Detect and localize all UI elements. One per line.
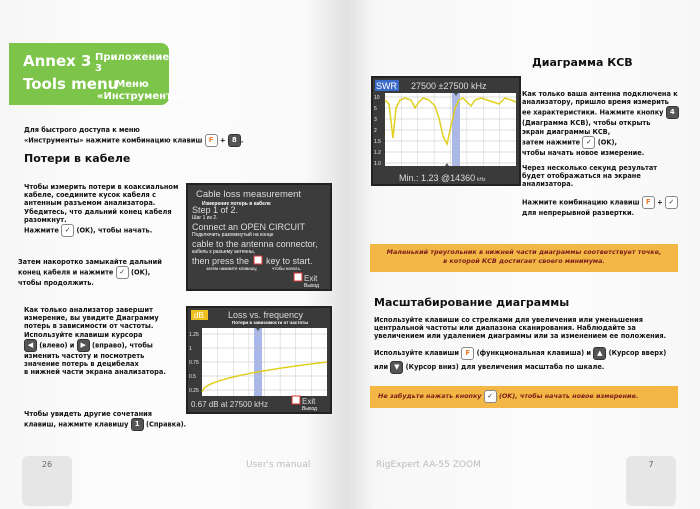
- y-tick-label: 10: [374, 95, 380, 101]
- swr-label: SWR: [376, 81, 397, 91]
- exit-key-icon: [292, 396, 300, 404]
- svg-text:Exit: Exit: [304, 274, 318, 283]
- exit-key-icon: [294, 273, 302, 281]
- svg-text:key to start.: key to start.: [266, 256, 313, 266]
- ok-key-icon: ✓: [484, 390, 497, 403]
- section-title-cable-loss: Потери в кабеле: [24, 152, 131, 165]
- svg-text:чтобы начать.: чтобы начать.: [272, 266, 302, 271]
- ok-reminder-note: Не забудьте нажать кнопку ✓ (OK), чтобы начать новое измерение.: [370, 386, 678, 408]
- ok-key-icon: ✓: [61, 224, 74, 237]
- annex-header: [9, 43, 188, 105]
- zoom-section-title: Масштабирование диаграммы: [374, 296, 570, 309]
- cursor-left-icon: ◀: [24, 339, 37, 352]
- footer-left: User's manual: [246, 460, 311, 470]
- swr-min-readout: Min.: 1.23 @14360: [399, 173, 476, 183]
- key-1-icon: 1: [131, 418, 144, 431]
- y-tick-label: 1.0: [374, 161, 381, 167]
- svg-text:Connect an OPEN CIRCUIT: Connect an OPEN CIRCUIT: [192, 222, 306, 232]
- svg-text:Exit: Exit: [302, 397, 316, 406]
- swr-note: Маленький треугольник в нижней части диаграммы соответствует точке, в которой КСВ достигает своего минимума.: [370, 244, 678, 272]
- y-tick-label: 0.25: [189, 388, 199, 394]
- menu-title: Tools menu: [23, 75, 119, 93]
- cursor-up-icon: ▲: [593, 347, 606, 360]
- ok-key-icon: ✓: [582, 136, 595, 149]
- cable-loss-paragraph-2: Затем накоротко замыкайте дальний конец кабеля и нажмите ✓ (OK), чтобы продолжить.: [18, 258, 162, 288]
- ok-key-icon: ✓: [665, 196, 678, 209]
- page-number-right: 7: [648, 460, 654, 469]
- svg-text:Выход: Выход: [302, 406, 317, 412]
- key-4-icon: 4: [666, 106, 679, 119]
- menu-title-ru: Меню «Инструменты»: [97, 79, 188, 102]
- swr-section-title: Диаграмма КСВ: [532, 56, 633, 69]
- swr-range: 27500 ±27500 kHz: [411, 81, 487, 91]
- svg-text:Step 1 of 2.: Step 1 of 2.: [192, 205, 239, 215]
- svg-text:cable to the antenna connector: cable to the antenna connector,: [192, 239, 318, 249]
- zoom-paragraph-1: Используйте клавиши со стрелками для увеличения или уменьшения центральной частоты или диапазона сканирования. Наблюдайте за увеличением или удалением диаграммы или за изменением ее положения.: [374, 316, 667, 341]
- annex-title-ru: Приложение 3: [95, 52, 170, 74]
- y-tick-label: 0.75: [189, 360, 199, 366]
- svg-text:then press the: then press the: [192, 256, 250, 266]
- loss-readout: 0.67 dB at 27500 kHz: [191, 400, 268, 409]
- y-tick-label: 0.5: [189, 374, 196, 380]
- cable-loss-screen: [186, 183, 332, 291]
- svg-text:Выход: Выход: [304, 283, 319, 289]
- y-tick-label: 5: [374, 106, 377, 112]
- swr-paragraph-1: Как только ваша антенна подключена к анализатору, пришло время измерить ее характеристики. Нажмите кнопку 4 (Диаграмма КСВ), чтобы открыть экран диаграммы КСВ, затем нажмите ✓ (OK), чтобы начать новое измерение.: [522, 90, 678, 157]
- svg-text:dB: dB: [194, 311, 204, 320]
- svg-text:кабель к разъему антенны,: кабель к разъему антенны,: [192, 249, 256, 255]
- loss-vs-frequency-screen: [186, 306, 332, 414]
- swr-paragraph-3: Нажмите комбинацию клавиш F + ✓ для непрерывной развертки.: [522, 196, 697, 217]
- f-key-icon: F: [461, 347, 474, 360]
- swr-paragraph-2: Через несколько секунд результат будет отображаться на экране анализатора.: [522, 164, 658, 189]
- cable-loss-paragraph-4: Чтобы увидеть другие сочетания клавиш, нажмите клавишу 1 (Справка).: [24, 410, 224, 431]
- y-tick-label: 1: [189, 346, 192, 352]
- footer-right: RigExpert AA-55 ZOOM: [376, 460, 481, 470]
- y-tick-label: 1.2: [374, 150, 381, 156]
- swr-screen: [371, 76, 521, 186]
- page-number-left: 26: [41, 460, 53, 469]
- svg-text:kHz: kHz: [477, 177, 486, 183]
- screen1-title-ru: Измерение потерь в кабеле: [202, 201, 271, 207]
- y-tick-label: 1.25: [189, 332, 199, 338]
- cable-loss-paragraph-3: Как только анализатор завершит измерение, вы увидите Диаграмму потерь в зависимости от частоты. Используйте клавиши курсора ◀ (влево) и ▶ (вправо), чтобы изменить частоту и посмотреть значение потерь в децибелах в нижней части экрана анализатора.: [24, 306, 166, 377]
- intro-text: Для быстрого доступа к меню «Инструменты» нажмите комбинацию клавиш F + 8 .: [24, 126, 243, 147]
- left-page: [0, 0, 346, 509]
- y-tick-label: 1.5: [374, 139, 381, 145]
- cursor-band: [452, 93, 460, 166]
- y-tick-label: 3: [374, 117, 377, 123]
- loss-plot: [189, 328, 327, 396]
- cable-loss-paragraph-1: Чтобы измерить потери в коаксиальном кабеле, соедините кусок кабеля с антенным разъемом анализатора. Убедитесь, что дальний конец кабеля разомкнут. Нажмите ✓ (OK), чтобы начать.: [24, 183, 194, 237]
- key-8-icon: 8: [228, 134, 241, 147]
- cursor-down-icon: ▼: [390, 361, 403, 374]
- svg-text:Подключить разомкнутый на конц: Подключить разомкнутый на конце: [192, 232, 274, 238]
- f-key-icon: F: [205, 134, 218, 147]
- f-key-icon: F: [642, 196, 655, 209]
- cursor-right-icon: ▶: [77, 339, 90, 352]
- y-tick-label: 2: [374, 128, 377, 134]
- swr-plot: [374, 93, 516, 167]
- svg-text:затем нажмите клавишу,: затем нажмите клавишу,: [206, 266, 258, 271]
- screen1-title: Cable loss measurement: [196, 189, 302, 200]
- ok-key-icon: ✓: [116, 266, 129, 279]
- right-page: [346, 0, 700, 509]
- ok-key-icon: [254, 256, 262, 264]
- screen2-title: Loss vs. frequency: [228, 310, 304, 320]
- svg-text:Потери в зависимости от частот: Потери в зависимости от частоты: [232, 320, 309, 325]
- zoom-paragraph-2: Используйте клавиши F (функциональная клавиша) и ▲ (Курсор вверх) или ▼ (Курсор вниз) для увеличения масштаба по шкале.: [374, 346, 694, 374]
- annex-title: Annex 3: [23, 52, 92, 70]
- svg-text:Шаг 1 из 2.: Шаг 1 из 2.: [192, 215, 218, 221]
